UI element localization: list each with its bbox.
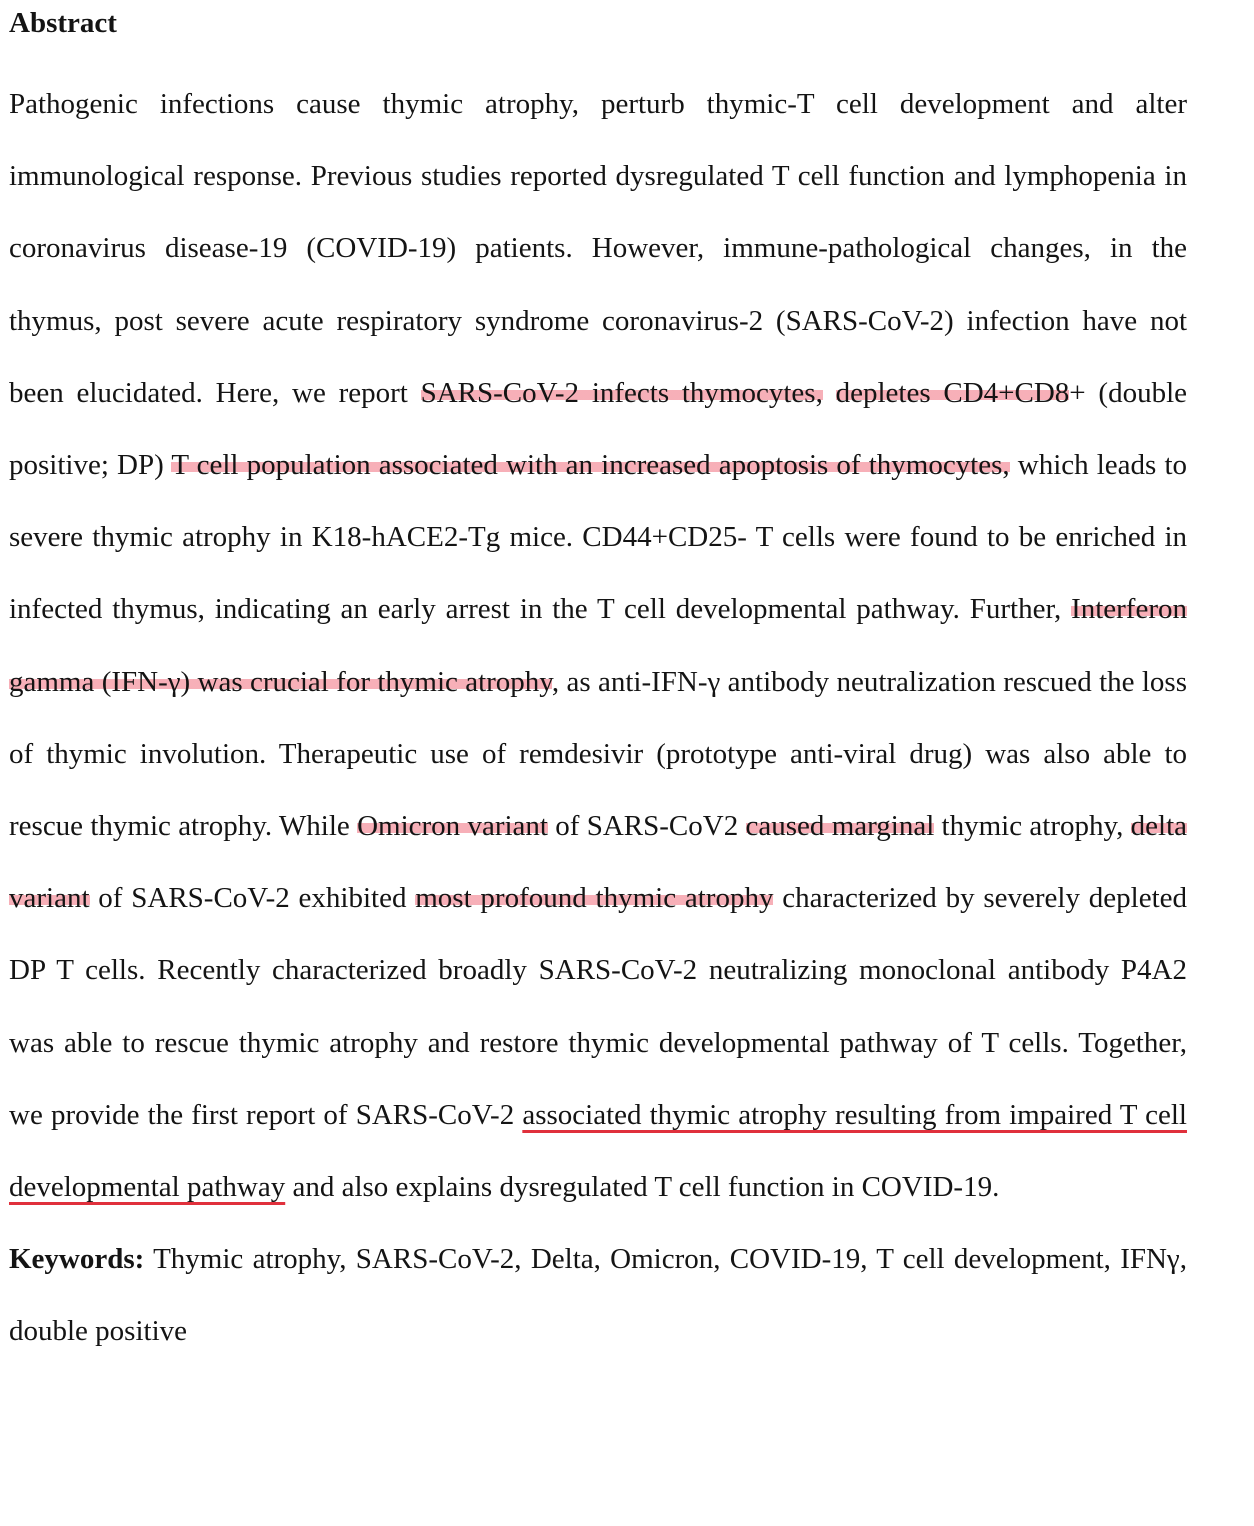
highlight-sars-infects: SARS-CoV-2 infects thymocytes,: [420, 376, 823, 409]
document-page: [9, 0, 1187, 1368]
highlight-delta: delta variant: [9, 810, 1188, 915]
highlight-depletes: depletes CD4+CD8: [835, 376, 1070, 409]
abstract-text: [823, 377, 836, 409]
keywords-text: Thymic atrophy, SARS-CoV-2, Delta, Omicron, COVID-19, T cell development, IFNγ, double positive: [9, 1243, 1187, 1348]
highlight-apoptosis: T cell population associated with an increased apoptosis of thymocytes,: [171, 449, 1010, 482]
abstract-text: characterized by severely depleted DP T cells. Recently characterized broadly SARS-CoV-2 neutralizing monoclonal antibody P4A2 was able to rescue thymic atrophy and restore thymic developmental pathway of T cells. Together, we provide the first report of SARS-CoV-2: [9, 882, 1187, 1131]
highlight-caused-marginal: caused marginal: [745, 810, 935, 843]
abstract-text: Pathogenic infections cause thymic atrophy, perturb thymic-T cell development and alter immunological response. Previous studies reported dysregulated T cell function and lymphopenia in coronavirus disease-19 (COVID-19) patients. However, immune-pathological changes, in the thymus, post severe acute respiratory syndrome coronavirus-2 (SARS-CoV-2) infection have not been elucidated. Here, we report: [9, 88, 1187, 409]
underline-impaired-pathway: associated thymic atrophy resulting from impaired T cell developmental pathway: [9, 1098, 1187, 1204]
abstract-text: and also explains dysregulated T cell function in COVID-19.: [285, 1171, 1000, 1204]
keywords-paragraph: [9, 1223, 1187, 1367]
highlight-ifn-gamma: Interferon gamma (IFN-γ) was crucial for thymic atrophy: [9, 593, 1187, 698]
abstract-text: of SARS-CoV-2 exhibited: [89, 882, 416, 915]
abstract-heading: Abstract: [9, 7, 117, 39]
abstract-text: , as anti-IFN-γ antibody neutralization rescued the loss of thymic involution. Therapeutic use of remdesivir (prototype anti-viral drug) was also able to rescue thymic atrophy. While: [9, 665, 1188, 843]
abstract-text: thymic atrophy,: [934, 810, 1131, 843]
highlight-profound: most profound thymic atrophy: [415, 882, 774, 915]
highlight-omicron: Omicron variant: [357, 810, 548, 843]
keywords-label: Keywords:: [9, 1243, 145, 1276]
abstract-text: + (double positive; DP): [9, 376, 1187, 482]
abstract-text: which leads to severe thymic atrophy in K18-hACE2-Tg mice. CD44+CD25- T cells were found to be enriched in infected thymus, indicating an early arrest in the T cell developmental pathway. Further,: [9, 449, 1188, 626]
abstract-paragraph: [9, 68, 1187, 1223]
abstract-text: of SARS-CoV2: [547, 810, 746, 843]
